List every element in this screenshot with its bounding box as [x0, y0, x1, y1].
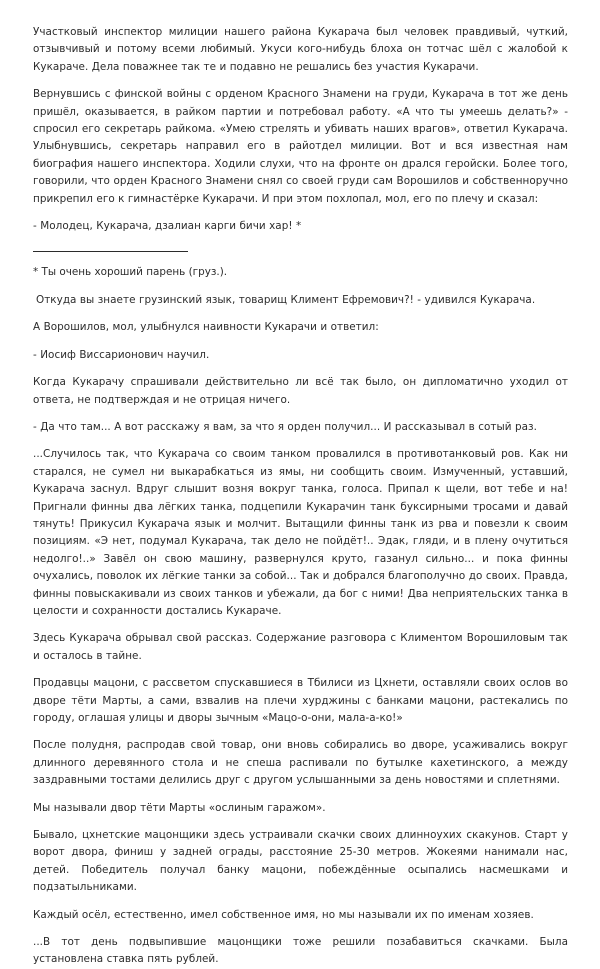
paragraph: А Ворошилов, мол, улыбнулся наивности Кукарачи и ответил: — [33, 321, 379, 334]
paragraph: После полудня, распродав свой товар, они вновь собирались во дворе, усаживались вокруг длинного деревянного стола и не спеша распивали по бутылке кахетинского, а между заздравными тостами делились друг с другом услышанными за день новостями и сплетнями. — [33, 739, 568, 787]
paragraph: - Да что там... А вот расскажу я вам, за что я орден получил... И рассказывал в сотый раз. — [33, 420, 537, 433]
footnote-separator — [33, 251, 568, 252]
paragraph: Мы называли двор тёти Марты «ослиным гаражом». — [33, 801, 326, 814]
paragraph: Каждый осёл, естественно, имел собственное имя, но мы называли их по именам хозяев. — [33, 908, 534, 921]
paragraph: ...В тот день подвыпившие мацонщики тоже решили позабавиться скачками. Была установлена ставка пять рублей. — [33, 936, 568, 966]
paragraph: ...Случилось так, что Кукарача со своим танком провалился в противотанковый ров. Как ни старался, не сумел ни выкарабкаться из ямы, ни сообщить своим. Измученный, уставший, Кукарача заснул. Вдруг слышит возня вокруг танка, голоса. Припал к щели, вот тебе и на! Пригнали финны два лёгких танка, подцепили Кукарачин танк буксирными тросами и давай тянуть! Прикусил Кукарача язык и молчит. Вытащили финны танк из рва и повезли к своим позициям. «Э нет, подумал Кукарача, так дело не пойдёт!.. Эдак, гляди, и в плену очутиться недолго!..» Завёл он свою машину, развернулся круто, газанул сильно... и пока финны очухались, поволок их лёгкие танки за собой... Так и добрался благополучно до своих. Правда, финны повыскакивали из своих танков и убежали, да бог с ними! Два неприятельских танка в целости и сохранности достались Кукараче. — [33, 448, 568, 617]
paragraph: Здесь Кукарача обрывал свой рассказ. Содержание разговора с Климентом Ворошиловым так и осталось в тайне. — [33, 632, 568, 662]
paragraph: - Иосиф Виссарионович научил. — [33, 348, 210, 361]
paragraph: Бывало, цхнетские мацонщики здесь устраивали скачки своих длинноухих скакунов. Старт у ворот двора, финиш у задней ограды, расстояние 25-30 метров. Жокеями нанимали нас, детей. Победитель получал банку мацони, побеждённые осыпались насмешками и подзатыльниками. — [33, 829, 568, 894]
footnote-rule — [33, 251, 188, 252]
paragraph: Когда Кукарачу спрашивали действительно ли всё так было, он дипломатично уходил от ответа, не подтверждая и не отрицая ничего. — [33, 376, 568, 406]
paragraph: Продавцы мацони, с рассветом спускавшиеся в Тбилиси из Цхнети, оставляли своих ослов во дворе тёти Марты, а сами, взвалив на плечи хурджины с банками мацони, растекались по городу, оглашая улицы и дворы зычным «Мацо-о-они, мала-а-ко!» — [33, 677, 568, 724]
paragraph: - Молодец, Кукарача, дзалиан карги бичи хар! * — [33, 220, 302, 233]
footnote-text: * Ты очень хороший парень (груз.). — [33, 266, 228, 279]
paragraph: Откуда вы знаете грузинский язык, товарищ Климент Ефремович?! - удивился Кукарача. — [36, 293, 536, 306]
paragraph: Вернувшись с финской войны с орденом Красного Знамени на груди, Кукарача в тот же день пришёл, оказывается, в райком партии и потребовал работу. «А что ты умеешь делать?» - спросил его секретарь райкома. «Умею стрелять и убивать наших врагов», ответил Кукарача. Улыбнувшись, секретарь направил его в райотдел милиции. Вот и вся известная нам биография нашего инспектора. Ходили слухи, что на фронте он дрался геройски. Более того, говорили, что орден Красного Знамени снял со своей груди сам Ворошилов и собственноручно прикрепил его к гимнастёрке Кукарачи. И при этом похлопал, мол, его по плечу и сказал: — [33, 88, 568, 205]
paragraph: Участковый инспектор милиции нашего района Кукарача был человек правдивый, чуткий, отзывчивый и потому всеми любимый. Укуси кого-нибудь блоха он тотчас шёл с жалобой к Кукараче. Дела поважнее так те и подавно не решались без участия Кукарачи. — [33, 26, 568, 73]
